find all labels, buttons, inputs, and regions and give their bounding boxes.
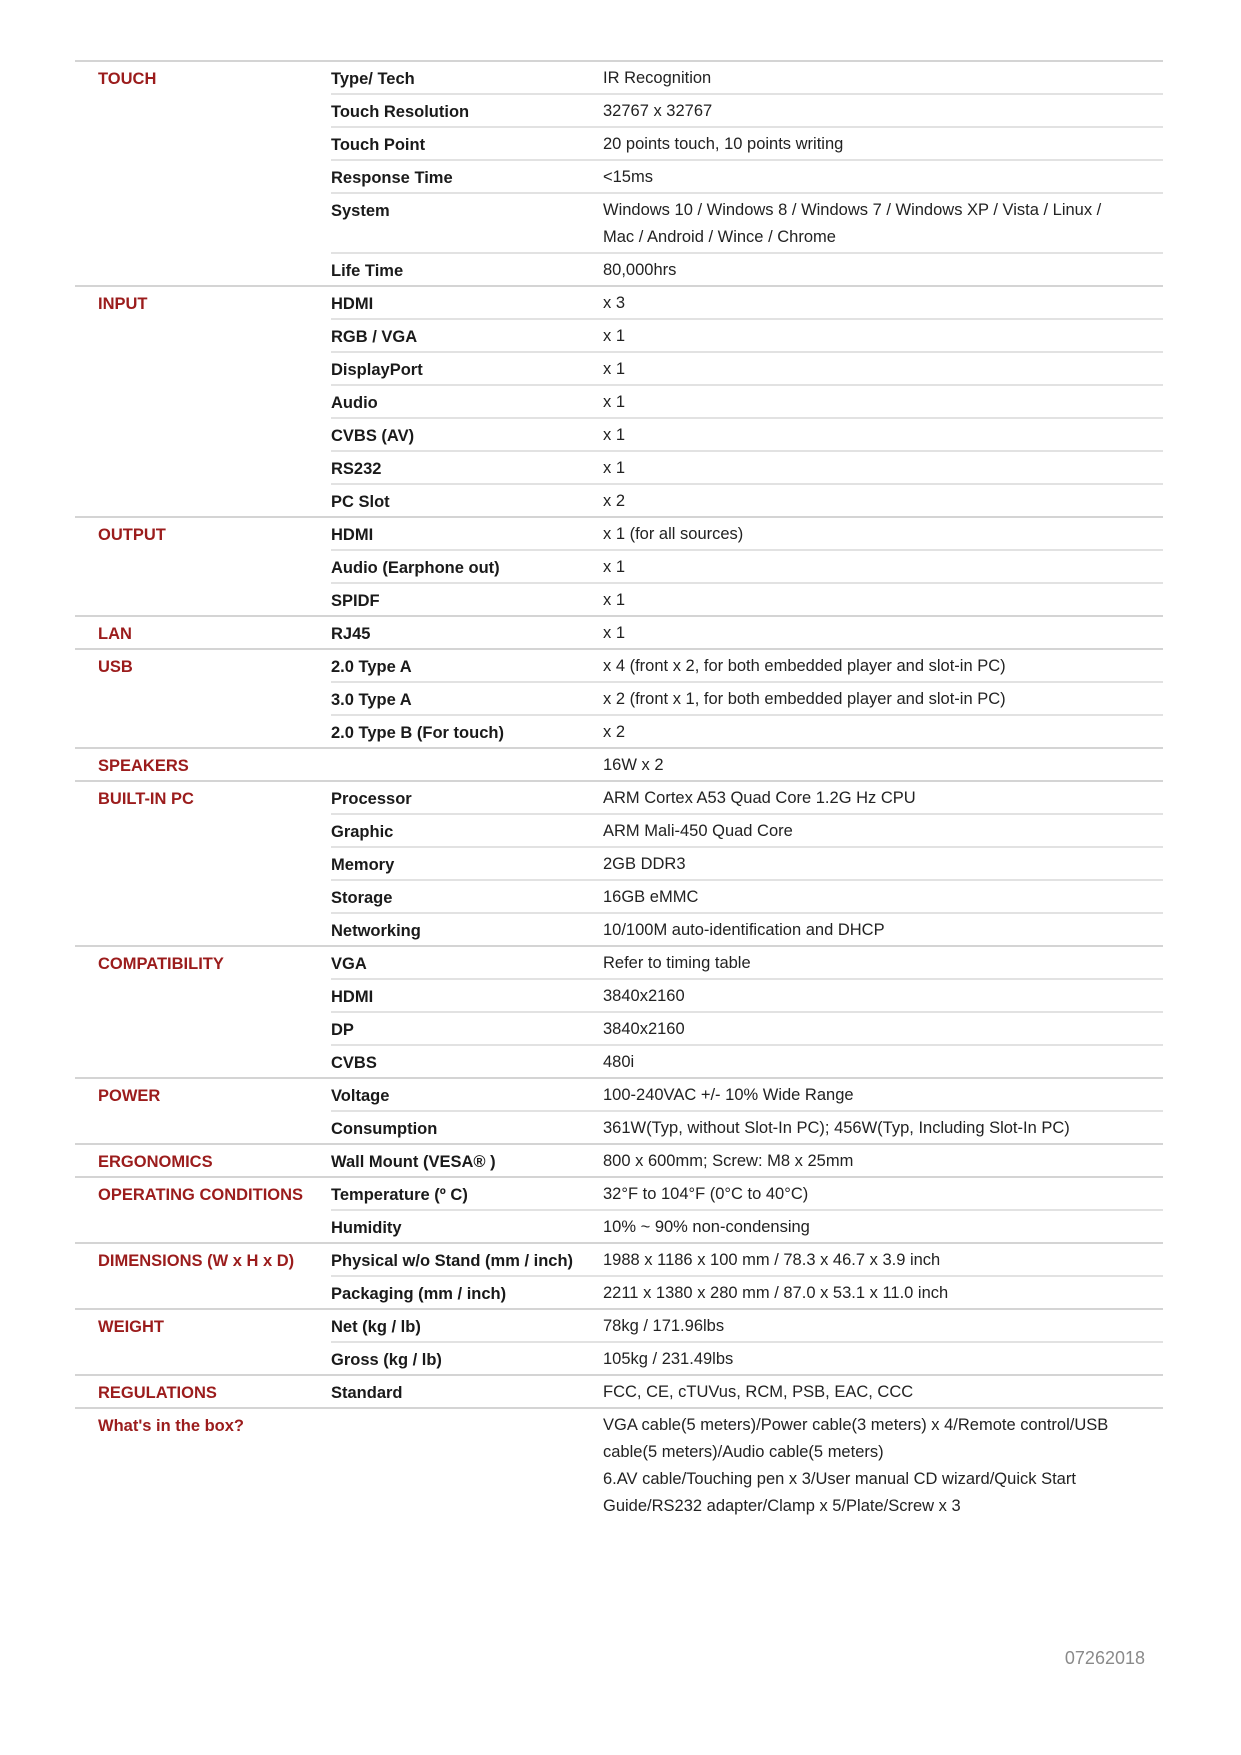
spec-value-line: Refer to timing table <box>603 954 751 972</box>
spec-row <box>331 351 1163 384</box>
spec-value-line: ARM Mali-450 Quad Core <box>603 822 793 840</box>
spec-value <box>603 848 1163 879</box>
spec-value <box>603 1343 1163 1374</box>
spec-row <box>331 714 1163 747</box>
category-label: BUILT-IN PC <box>98 790 194 808</box>
spec-group <box>75 615 1163 648</box>
spec-value <box>603 716 1163 747</box>
spec-value-line: 80,000hrs <box>603 261 677 279</box>
spec-label: Audio <box>331 394 378 412</box>
spec-row <box>331 912 1163 945</box>
spec-row <box>331 681 1163 714</box>
spec-group <box>75 1242 1163 1308</box>
spec-value-line: 105kg / 231.49lbs <box>603 1350 734 1368</box>
spec-rows <box>331 947 1163 1077</box>
spec-row <box>331 782 1163 813</box>
spec-label: CVBS (AV) <box>331 427 415 445</box>
spec-label: Physical w/o Stand (mm / inch) <box>331 1252 574 1270</box>
spec-label: Processor <box>331 790 412 808</box>
spec-table <box>75 60 1163 1521</box>
spec-value-line: x 2 <box>603 723 626 741</box>
spec-value-line: cable(5 meters)/Audio cable(5 meters) <box>603 1443 884 1461</box>
spec-row <box>331 549 1163 582</box>
spec-label: RJ45 <box>331 625 371 643</box>
spec-label: Wall Mount (VESA® ) <box>331 1153 496 1171</box>
spec-value-line: 480i <box>603 1053 635 1071</box>
spec-value-line: 1988 x 1186 x 100 mm / 78.3 x 46.7 x 3.9 inch <box>603 1251 941 1269</box>
spec-value-line: x 1 <box>603 393 626 411</box>
spec-value <box>603 914 1163 945</box>
spec-rows <box>331 1409 1163 1521</box>
category-label: REGULATIONS <box>98 1384 217 1402</box>
spec-value-line: 10% ~ 90% non-condensing <box>603 1218 810 1236</box>
spec-label <box>331 749 603 780</box>
spec-value <box>603 617 1163 648</box>
spec-value-line: 6.AV cable/Touching pen x 3/User manual CD wizard/Quick Start <box>603 1470 1076 1488</box>
category-label: SPEAKERS <box>98 757 189 775</box>
spec-label: VGA <box>331 955 367 973</box>
spec-group <box>75 945 1163 1077</box>
spec-group <box>75 516 1163 615</box>
spec-group <box>75 1143 1163 1176</box>
category-label: What's in the box? <box>98 1417 245 1435</box>
spec-value-line: 3840x2160 <box>603 1020 685 1038</box>
spec-value <box>603 254 1163 285</box>
spec-value <box>603 161 1163 192</box>
spec-label: Humidity <box>331 1219 402 1237</box>
spec-label: HDMI <box>331 988 374 1006</box>
spec-value-line: x 1 <box>603 360 626 378</box>
spec-label: 2.0 Type B (For touch) <box>331 724 504 742</box>
spec-rows <box>331 1376 1163 1407</box>
category-label: POWER <box>98 1087 161 1105</box>
spec-value <box>603 194 1163 252</box>
spec-value <box>603 1277 1163 1308</box>
document-code: 07262018 <box>1064 1648 1145 1668</box>
category-label: INPUT <box>98 295 148 313</box>
spec-rows <box>331 1079 1163 1143</box>
spec-row <box>331 1044 1163 1077</box>
spec-value <box>603 980 1163 1011</box>
spec-rows <box>331 1178 1163 1242</box>
spec-row <box>331 1244 1163 1275</box>
spec-label: Touch Resolution <box>331 103 470 121</box>
spec-rows <box>331 287 1163 516</box>
spec-row <box>331 749 1163 780</box>
spec-row <box>331 93 1163 126</box>
spec-value-line: 361W(Typ, without Slot-In PC); 456W(Typ, Including Slot-In PC) <box>603 1119 1070 1137</box>
spec-value <box>603 419 1163 450</box>
category-label: ERGONOMICS <box>98 1153 213 1171</box>
spec-row <box>331 450 1163 483</box>
spec-label: Voltage <box>331 1087 390 1105</box>
spec-label: Packaging (mm / inch) <box>331 1285 507 1303</box>
spec-group <box>75 1374 1163 1407</box>
spec-row <box>331 1079 1163 1110</box>
spec-label: Touch Point <box>331 136 426 154</box>
spec-value-line: <15ms <box>603 168 653 186</box>
spec-rows <box>331 518 1163 615</box>
spec-label: Audio (Earphone out) <box>331 559 500 577</box>
spec-rows <box>331 1244 1163 1308</box>
spec-row <box>331 518 1163 549</box>
spec-row <box>331 650 1163 681</box>
spec-value <box>603 1178 1163 1209</box>
spec-value <box>603 1013 1163 1044</box>
spec-row <box>331 384 1163 417</box>
spec-group <box>75 1176 1163 1242</box>
spec-label: RGB / VGA <box>331 328 418 346</box>
spec-value-line: Guide/RS232 adapter/Clamp x 5/Plate/Screw x 3 <box>603 1497 961 1515</box>
spec-row <box>331 947 1163 978</box>
spec-row <box>331 1178 1163 1209</box>
spec-row <box>331 318 1163 351</box>
spec-label: Life Time <box>331 262 404 280</box>
spec-value-line: x 1 <box>603 591 626 609</box>
spec-row <box>331 1110 1163 1143</box>
spec-value <box>603 650 1163 681</box>
spec-value <box>603 452 1163 483</box>
spec-value-line: x 4 (front x 2, for both embedded player and slot-in PC) <box>603 657 1006 675</box>
spec-value <box>603 1211 1163 1242</box>
spec-value <box>603 1409 1163 1521</box>
spec-group <box>75 285 1163 516</box>
spec-value-line: 2GB DDR3 <box>603 855 686 873</box>
spec-label: Net (kg / lb) <box>331 1318 421 1336</box>
category-label: TOUCH <box>98 70 157 88</box>
spec-row <box>331 1376 1163 1407</box>
spec-value-line: 20 points touch, 10 points writing <box>603 135 844 153</box>
spec-label: 3.0 Type A <box>331 691 412 709</box>
spec-value-line: x 1 <box>603 558 626 576</box>
spec-row <box>331 252 1163 285</box>
spec-value <box>603 287 1163 318</box>
spec-label: Standard <box>331 1384 403 1402</box>
category-label: COMPATIBILITY <box>98 955 224 973</box>
spec-label: RS232 <box>331 460 382 478</box>
spec-row <box>331 1011 1163 1044</box>
spec-group <box>75 780 1163 945</box>
spec-value-line: 32°F to 104°F (0°C to 40°C) <box>603 1185 809 1203</box>
spec-label: HDMI <box>331 526 374 544</box>
spec-value-line: VGA cable(5 meters)/Power cable(3 meters) x 4/Remote control/USB <box>603 1416 1109 1434</box>
spec-value-line: FCC, CE, cTUVus, RCM, PSB, EAC, CCC <box>603 1383 914 1401</box>
spec-label: Gross (kg / lb) <box>331 1351 442 1369</box>
spec-group <box>75 648 1163 747</box>
spec-value-line: ARM Cortex A53 Quad Core 1.2G Hz CPU <box>603 789 916 807</box>
spec-value <box>603 1079 1163 1110</box>
spec-label: SPIDF <box>331 592 380 610</box>
spec-value-line: 100-240VAC +/- 10% Wide Range <box>603 1086 854 1104</box>
spec-value <box>603 683 1163 714</box>
category-label: OPERATING CONDITIONS <box>98 1186 304 1204</box>
spec-row <box>331 879 1163 912</box>
spec-row <box>331 126 1163 159</box>
spec-rows <box>331 749 1163 780</box>
spec-value <box>603 518 1163 549</box>
spec-value-line: x 2 <box>603 492 626 510</box>
spec-value <box>603 1046 1163 1077</box>
spec-value-line: 16GB eMMC <box>603 888 699 906</box>
spec-value-line: x 1 <box>603 459 626 477</box>
spec-group <box>75 1407 1163 1521</box>
spec-value-line: x 1 (for all sources) <box>603 525 744 543</box>
spec-value-line: x 2 (front x 1, for both embedded player and slot-in PC) <box>603 690 1006 708</box>
spec-label: Consumption <box>331 1120 438 1138</box>
spec-value <box>603 128 1163 159</box>
spec-value <box>603 584 1163 615</box>
spec-label: 2.0 Type A <box>331 658 412 676</box>
spec-row <box>331 159 1163 192</box>
spec-row <box>331 417 1163 450</box>
spec-value-line: 10/100M auto-identification and DHCP <box>603 921 885 939</box>
spec-rows <box>331 650 1163 747</box>
spec-value-line: 2211 x 1380 x 280 mm / 87.0 x 53.1 x 11.0 inch <box>603 1284 949 1302</box>
spec-rows <box>331 1145 1163 1176</box>
spec-row <box>331 192 1163 252</box>
spec-value-line: 800 x 600mm; Screw: M8 x 25mm <box>603 1152 854 1170</box>
spec-value <box>603 62 1163 93</box>
spec-row <box>331 617 1163 648</box>
spec-label: Graphic <box>331 823 394 841</box>
spec-value <box>603 1376 1163 1407</box>
spec-value-line: 32767 x 32767 <box>603 102 713 120</box>
spec-value-line: 3840x2160 <box>603 987 685 1005</box>
spec-value-line: Windows 10 / Windows 8 / Windows 7 / Windows XP / Vista / Linux / <box>603 201 1102 219</box>
spec-value <box>603 947 1163 978</box>
spec-value <box>603 320 1163 351</box>
spec-rows <box>331 62 1163 285</box>
spec-group <box>75 747 1163 780</box>
category-label: DIMENSIONS (W x H x D) <box>98 1252 295 1270</box>
spec-value <box>603 551 1163 582</box>
spec-label: Type/ Tech <box>331 70 415 88</box>
spec-group <box>75 60 1163 285</box>
spec-value-line: 78kg / 171.96lbs <box>603 1317 725 1335</box>
spec-row <box>331 582 1163 615</box>
spec-rows <box>331 782 1163 945</box>
category-label: USB <box>98 658 133 676</box>
spec-group <box>75 1077 1163 1143</box>
spec-rows <box>331 617 1163 648</box>
spec-label: Storage <box>331 889 393 907</box>
category-label: OUTPUT <box>98 526 166 544</box>
spec-row <box>331 1209 1163 1242</box>
spec-label: System <box>331 202 390 220</box>
spec-value-line: x 1 <box>603 426 626 444</box>
spec-row <box>331 287 1163 318</box>
spec-rows <box>331 1310 1163 1374</box>
spec-value-line: x 1 <box>603 624 626 642</box>
spec-label: CVBS <box>331 1054 377 1072</box>
spec-label <box>331 1409 603 1521</box>
spec-row <box>331 846 1163 879</box>
spec-value-line: IR Recognition <box>603 69 712 87</box>
spec-row <box>331 1341 1163 1374</box>
spec-value-line: x 3 <box>603 294 626 312</box>
category-label: LAN <box>98 625 132 643</box>
spec-row <box>331 1275 1163 1308</box>
spec-label: HDMI <box>331 295 374 313</box>
spec-row <box>331 1145 1163 1176</box>
spec-row <box>331 62 1163 93</box>
spec-group <box>75 1308 1163 1374</box>
spec-value <box>603 1112 1163 1143</box>
spec-row <box>331 1310 1163 1341</box>
spec-value <box>603 1145 1163 1176</box>
spec-value <box>603 95 1163 126</box>
spec-row <box>331 978 1163 1011</box>
spec-row <box>331 1409 1163 1521</box>
spec-value <box>603 782 1163 813</box>
spec-label: DP <box>331 1021 354 1039</box>
spec-label: Temperature (º C) <box>331 1186 468 1204</box>
spec-row <box>331 813 1163 846</box>
spec-value <box>603 881 1163 912</box>
spec-value <box>603 1244 1163 1275</box>
spec-value-line: Mac / Android / Wince / Chrome <box>603 228 836 246</box>
spec-value-line: x 1 <box>603 327 626 345</box>
spec-value <box>603 749 1163 780</box>
spec-value-line: 16W x 2 <box>603 756 664 774</box>
spec-label: Response Time <box>331 169 453 187</box>
spec-value <box>603 815 1163 846</box>
spec-value <box>603 485 1163 516</box>
category-label: WEIGHT <box>98 1318 164 1336</box>
spec-label: PC Slot <box>331 493 390 511</box>
spec-label: Memory <box>331 856 395 874</box>
spec-label: Networking <box>331 922 421 940</box>
spec-value <box>603 386 1163 417</box>
spec-row <box>331 483 1163 516</box>
spec-value <box>603 353 1163 384</box>
spec-label: DisplayPort <box>331 361 423 379</box>
spec-value <box>603 1310 1163 1341</box>
